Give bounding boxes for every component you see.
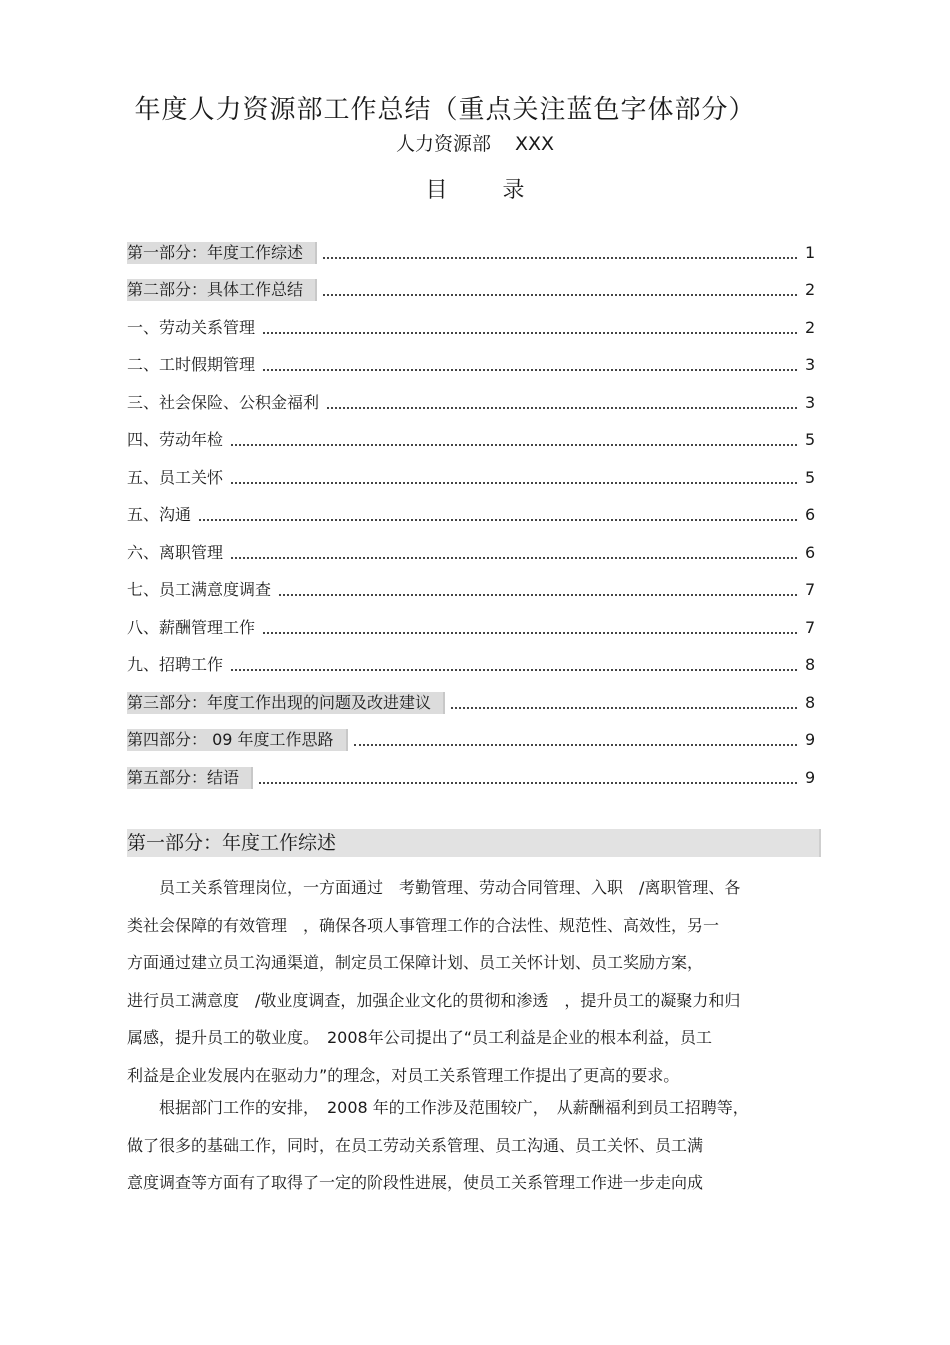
toc-entry-label: 一、劳动关系管理 <box>127 317 256 337</box>
toc-entry[interactable] <box>127 676 815 714</box>
toc-entry[interactable] <box>127 751 815 789</box>
toc-entry-label: 五、员工关怀 <box>127 467 224 487</box>
toc-entry[interactable] <box>127 601 815 639</box>
toc-entry-label: 八、薪酬管理工作 <box>127 617 256 637</box>
text-line: 类社会保障的有效管理 ，确保各项人事管理工作的合法性、规范性、高效性，另一 <box>127 915 720 935</box>
toc-entry-label: 五、沟通 <box>127 505 192 524</box>
toc-leader-dots <box>279 594 797 596</box>
text-line: 意度调查等方面有了取得了一定的阶段性进展，使员工关系管理工作进一步走向成 <box>127 1173 704 1192</box>
toc-page-number: 7 <box>805 580 816 599</box>
toc-entry-label: 六、离职管理 <box>127 542 224 562</box>
toc-entry[interactable] <box>127 639 815 677</box>
toc-page-number: 5 <box>805 430 816 449</box>
text-line: 利益是企业发展内在驱动力”的理念，对员工关系管理工作提出了更高的要求。 <box>127 1065 680 1085</box>
toc-leader-dots <box>263 369 797 371</box>
text-line: 属感，提升员工的敬业度。 2008年公司提出了“员工利益是企业的根本利益，员工 <box>127 1028 713 1047</box>
toc-entry-label: 七、员工满意度调查 <box>127 580 272 599</box>
toc-entry[interactable] <box>127 339 815 377</box>
toc-entry[interactable] <box>127 301 815 339</box>
toc-page-number: 9 <box>805 767 816 787</box>
author-name: XXX <box>515 133 555 155</box>
toc-leader-dots <box>231 669 797 671</box>
toc-entry[interactable] <box>127 451 815 489</box>
toc-page-number: 2 <box>805 317 816 337</box>
text-line: 做了很多的基础工作，同时，在员工劳动关系管理、员工沟通、员工关怀、员工满 <box>127 1135 704 1155</box>
toc-leader-dots <box>199 519 797 521</box>
author-line <box>0 129 950 156</box>
toc-entry-label: 第一部分：年度工作综述 <box>127 242 317 264</box>
text-line: 方面通过建立员工沟通渠道，制定员工保障计划、员工关怀计划、员工奖励方案， <box>127 953 704 972</box>
toc-entry-label: 第二部分：具体工作总结 <box>127 279 317 301</box>
toc-page-number: 3 <box>805 355 816 374</box>
text-line: 根据部门工作的安排， 2008 年的工作涉及范围较广， 从薪酬福利到员工招聘等， <box>127 1098 749 1117</box>
toc-leader-dots <box>263 332 797 334</box>
table-of-contents <box>127 226 815 789</box>
toc-entry-label: 三、社会保险、公积金福利 <box>127 392 320 412</box>
toc-page-number: 6 <box>805 542 816 562</box>
toc-heading-char: 目 <box>425 178 448 203</box>
text-line: 进行员工满意度 /敬业度调查，加强企业文化的贯彻和渗透 ，提升员工的凝聚力和归 <box>127 990 741 1010</box>
toc-leader-dots <box>354 744 797 746</box>
toc-leader-dots <box>259 782 797 784</box>
toc-leader-dots <box>231 557 797 559</box>
toc-leader-dots <box>323 294 797 296</box>
toc-leader-dots <box>231 482 797 484</box>
toc-entry-label: 第四部分： 09 年度工作思路 <box>127 729 348 751</box>
toc-page-number: 5 <box>805 467 816 487</box>
toc-page-number: 8 <box>805 692 816 712</box>
toc-leader-dots <box>451 707 797 709</box>
toc-entry-label: 第三部分：年度工作出现的问题及改进建议 <box>127 692 445 714</box>
toc-leader-dots <box>231 444 797 446</box>
toc-heading-char: 录 <box>502 178 525 203</box>
toc-page-number: 1 <box>805 242 816 262</box>
toc-entry-label: 九、招聘工作 <box>127 655 224 674</box>
author-dept: 人力资源部 <box>395 133 491 155</box>
toc-entry[interactable] <box>127 526 815 564</box>
toc-heading <box>0 173 950 204</box>
toc-entry[interactable] <box>127 376 815 414</box>
toc-page-number: 3 <box>805 392 816 412</box>
toc-leader-dots <box>327 407 797 409</box>
toc-entry[interactable] <box>127 564 815 602</box>
toc-page-number: 7 <box>805 617 816 637</box>
toc-entry-label: 二、工时假期管理 <box>127 355 256 374</box>
toc-leader-dots <box>323 257 797 259</box>
toc-entry-label: 四、劳动年检 <box>127 430 224 449</box>
toc-entry[interactable] <box>127 264 815 302</box>
document-title: 年度人力资源部工作总结（重点关注蓝色字体部分） <box>134 95 756 126</box>
toc-entry[interactable] <box>127 714 815 752</box>
paragraph-1 <box>127 869 827 1094</box>
toc-page-number: 8 <box>805 655 816 674</box>
text-line: 员工关系管理岗位，一方面通过 考勤管理、劳动合同管理、入职 /离职管理、各 <box>127 878 741 897</box>
section-heading: 第一部分：年度工作综述 <box>127 829 821 857</box>
toc-entry[interactable] <box>127 414 815 452</box>
toc-page-number: 2 <box>805 280 816 299</box>
toc-entry-label: 第五部分：结语 <box>127 767 253 789</box>
paragraph-2 <box>127 1089 827 1202</box>
toc-leader-dots <box>263 632 797 634</box>
toc-entry[interactable] <box>127 226 815 264</box>
toc-entry[interactable] <box>127 489 815 527</box>
toc-page-number: 9 <box>805 730 816 749</box>
toc-page-number: 6 <box>805 505 816 524</box>
